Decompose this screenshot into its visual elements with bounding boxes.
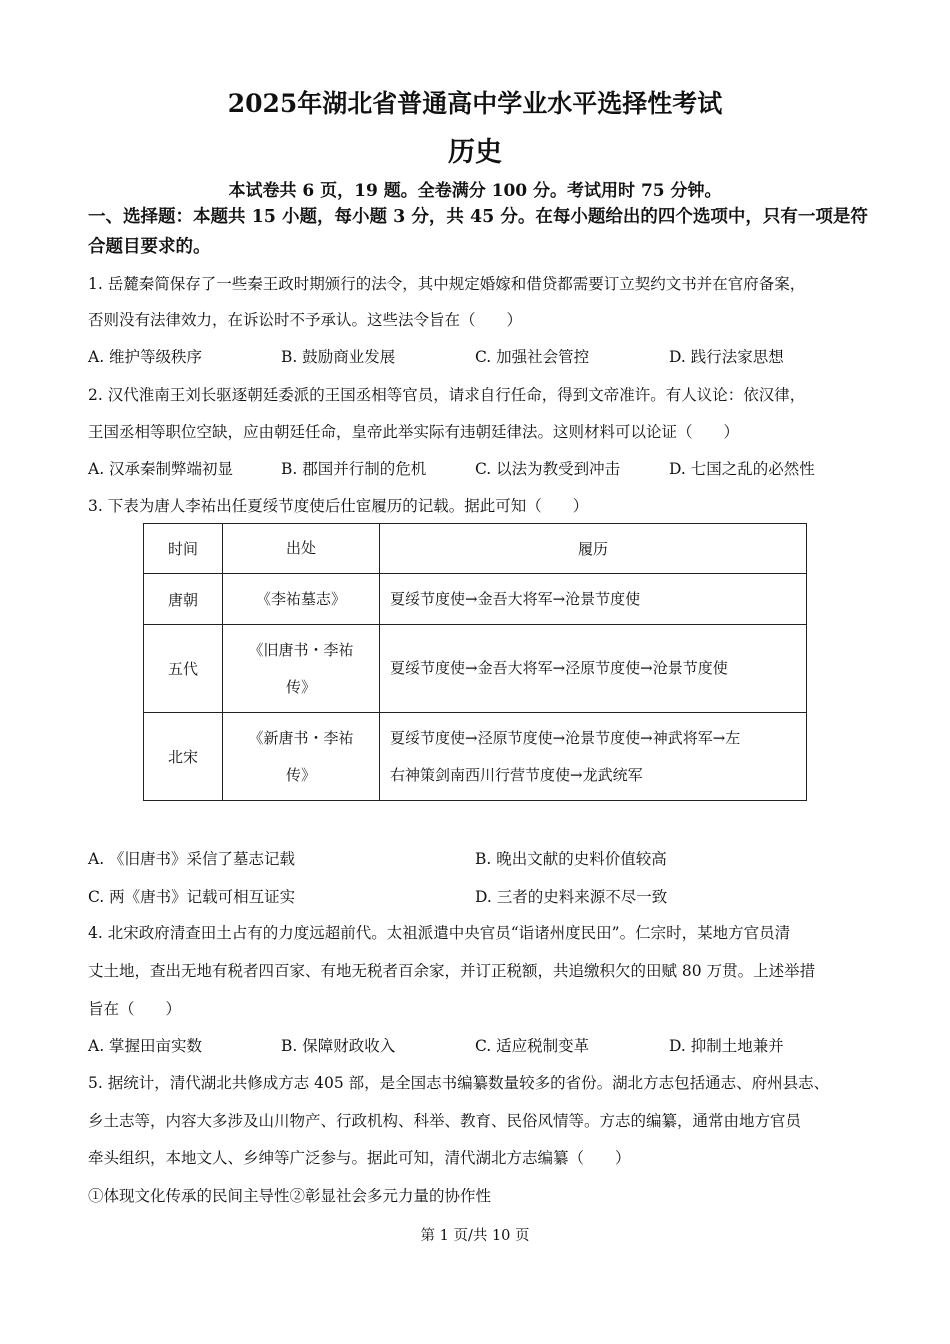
q5-stem-line4: ①体现文化传承的民间主导性②彰显社会多元力量的协作性 (88, 1187, 492, 1205)
q2-option-a: A. 汉承秦制弊端初显 (88, 460, 234, 478)
q1-stem-line1: 1. 岳麓秦简保存了一些秦王政时期颁行的法令，其中规定婚嫁和借贷都需要订立契约文书并在官府备案， (88, 275, 806, 293)
table-header-source: 出处 (223, 524, 380, 574)
row-source (223, 625, 380, 713)
q4-stem-line3: 旨在（ ） (88, 1000, 182, 1018)
q4-option-d: D. 抑制土地兼并 (669, 1037, 784, 1055)
q4-option-a: A. 掌握田亩实数 (88, 1037, 203, 1055)
q2-option-b: B. 郡国并行制的危机 (281, 460, 427, 478)
q4-option-c: C. 适应税制变革 (475, 1037, 590, 1055)
row-source (223, 713, 380, 801)
exam-info: 本试卷共 6 页，19 题。全卷满分 100 分。考试用时 75 分钟。 (228, 181, 722, 201)
q4-stem-line2: 丈土地，查出无地有税者四百家、有地无税者百余家，并订正税额，共追缴积欠的田赋 80 万贯。上述举措 (88, 962, 816, 980)
row-time: 唐朝 (144, 574, 223, 625)
q1-option-b: B. 鼓励商业发展 (281, 348, 396, 366)
table-row (144, 625, 807, 713)
q1-stem-line2: 否则没有法律效力，在诉讼时不予承认。这些法令旨在（ ） (88, 311, 523, 329)
q5-stem-line1: 5. 据统计，清代湖北共修成方志 405 部，是全国志书编纂数量较多的省份。湖北方志包括通志、府州县志、 (88, 1074, 830, 1092)
row-record-line2: 右神策剑南西川行营节度使→龙武统军 (390, 765, 643, 784)
table-header-record: 履历 (380, 524, 807, 574)
table-header-time: 时间 (144, 524, 223, 574)
q1-option-d: D. 践行法家思想 (669, 348, 784, 366)
q3-option-a: A. 《旧唐书》采信了墓志记载 (88, 850, 296, 868)
q2-option-d: D. 七国之乱的必然性 (669, 460, 815, 478)
career-table (143, 523, 807, 801)
row-record (380, 625, 807, 713)
section-heading: 一、选择题：本题共 15 小题，每小题 3 分，共 45 分。在每小题给出的四个选项中，只有一项是符合题目要求的。 (88, 207, 868, 257)
exam-title: 2025年湖北省普通高中学业水平选择性考试 (227, 89, 723, 118)
table-row (144, 713, 807, 801)
row-source-line1: 《李祐墓志》 (255, 589, 346, 608)
subject-title: 历史 (448, 137, 502, 168)
table-header-row (144, 524, 807, 574)
row-record (380, 574, 807, 625)
row-record-line1: 夏绥节度使→金吾大将军→沧景节度使 (390, 589, 641, 608)
row-record-line1: 夏绥节度使→金吾大将军→泾原节度使→沧景节度使 (390, 659, 728, 677)
q3-option-b: B. 晚出文献的史料价值较高 (475, 850, 667, 868)
q3-stem: 3. 下表为唐人李祐出任夏绥节度使后仕宦履历的记载。据此可知（ ） (88, 497, 589, 515)
q1-option-a: A. 维护等级秩序 (88, 348, 203, 366)
q3-option-c: C. 两《唐书》记载可相互证实 (88, 888, 296, 906)
row-record-line1: 夏绥节度使→泾原节度使→沧景节度使→神武将军→左 (390, 728, 741, 747)
q1-option-c: C. 加强社会管控 (475, 348, 590, 366)
q2-option-c: C. 以法为教受到冲击 (475, 460, 621, 478)
q4-stem-line1: 4. 北宋政府清查田土占有的力度远超前代。太祖派遣中央官员“诣诸州度民田”。仁宗时，某地方官员清 (88, 924, 791, 942)
row-time: 北宋 (144, 713, 223, 801)
row-source-line2: 传》 (285, 677, 316, 696)
q5-stem-line3: 牵头组织，本地文人、乡绅等广泛参与。据此可知，清代湖北方志编纂（ ） (88, 1149, 631, 1167)
q2-stem-line2: 王国丞相等职位空缺，应由朝廷任命，皇帝此举实际有违朝廷律法。这则材料可以论证（ ） (88, 423, 740, 441)
row-source-line1: 《新唐书・李祐 (248, 728, 354, 747)
q5-stem-line2: 乡土志等，内容大多涉及山川物产、行政机构、科举、教育、民俗风情等。方志的编纂，通常由地方官员 (88, 1112, 802, 1130)
row-source-line2: 传》 (285, 765, 316, 784)
table-row (144, 574, 807, 625)
q4-option-b: B. 保障财政收入 (281, 1037, 396, 1055)
q3-option-d: D. 三者的史料来源不尽一致 (475, 888, 668, 906)
row-source-line1: 《旧唐书・李祐 (248, 640, 354, 659)
row-record (380, 713, 807, 801)
row-source (223, 574, 380, 625)
row-time: 五代 (144, 625, 223, 713)
page-number: 第 1 页/共 10 页 (420, 1228, 530, 1244)
q2-stem-line1: 2. 汉代淮南王刘长驱逐朝廷委派的王国丞相等官员，请求自行任命，得到文帝准许。有人议论：依汉律， (88, 386, 806, 404)
